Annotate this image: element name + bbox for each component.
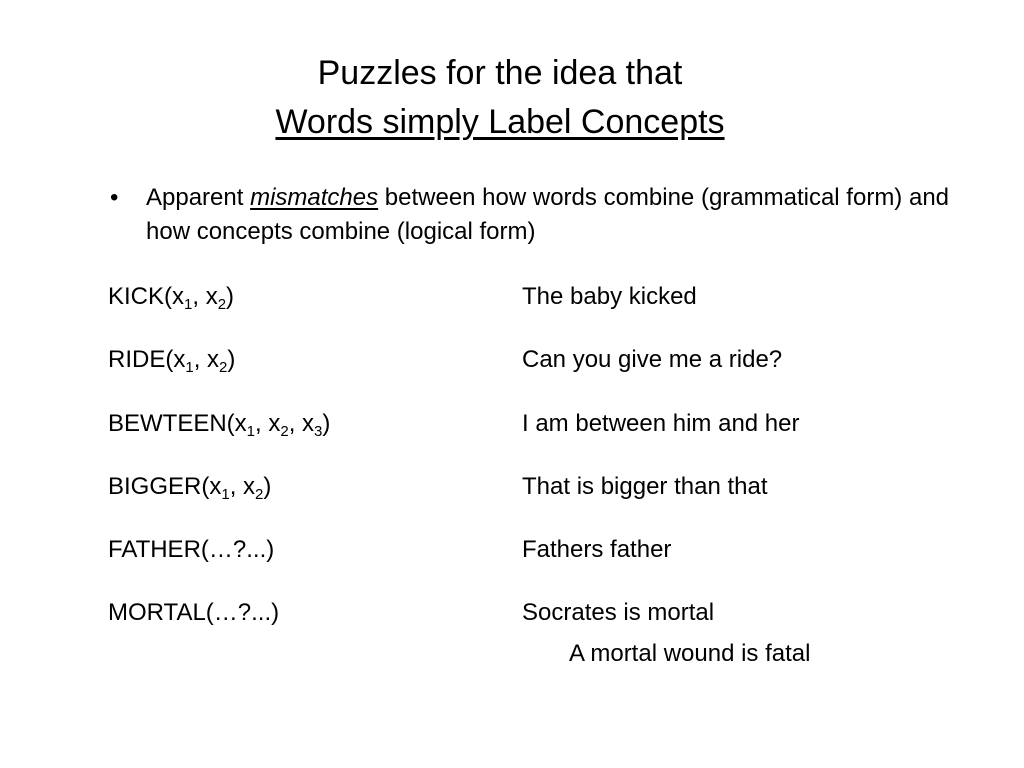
logical-form: $KICK(x_1$, $x_2$) xyxy=(108,283,235,313)
logical-form: $BIGGER(x_1$, $x_2$) xyxy=(108,473,272,503)
example-sentence: Socrates is mortal xyxy=(522,599,715,626)
slide-title-line1: Puzzles for the idea that xyxy=(317,54,683,92)
table-row xyxy=(0,407,1024,441)
table-row xyxy=(0,596,1024,630)
example-sentence: Fathers father xyxy=(522,536,672,563)
slide-title-line2: Words simply Label Concepts xyxy=(275,103,725,141)
example-sentence-extra: A mortal wound is fatal xyxy=(569,640,811,667)
example-sentence: Can you give me a ride? xyxy=(522,346,783,373)
table-row xyxy=(0,533,1024,567)
bullet-text-after: between how words combine (grammatical form) and how concepts combine (logical form) xyxy=(146,184,950,245)
logical-form: $BEWTEEN(x_1$, $x_2$, $x_3$) xyxy=(108,410,331,440)
bullet-marker: • xyxy=(110,184,119,211)
logical-form: MORTAL(…?...) xyxy=(108,599,280,626)
logical-form: $RIDE(x_1$, $x_2$) xyxy=(108,346,236,376)
table-row xyxy=(0,343,1024,377)
bullet-emphasis: mismatches xyxy=(250,184,379,211)
example-sentence: I am between him and her xyxy=(522,410,800,437)
example-sentence: The baby kicked xyxy=(522,283,697,310)
table-row xyxy=(0,470,1024,504)
example-sentence: That is bigger than that xyxy=(522,473,768,500)
table-row xyxy=(0,280,1024,314)
logical-form: FATHER(…?...) xyxy=(108,536,275,563)
bullet-text-before: Apparent xyxy=(146,184,251,211)
bullet-text xyxy=(146,181,966,249)
